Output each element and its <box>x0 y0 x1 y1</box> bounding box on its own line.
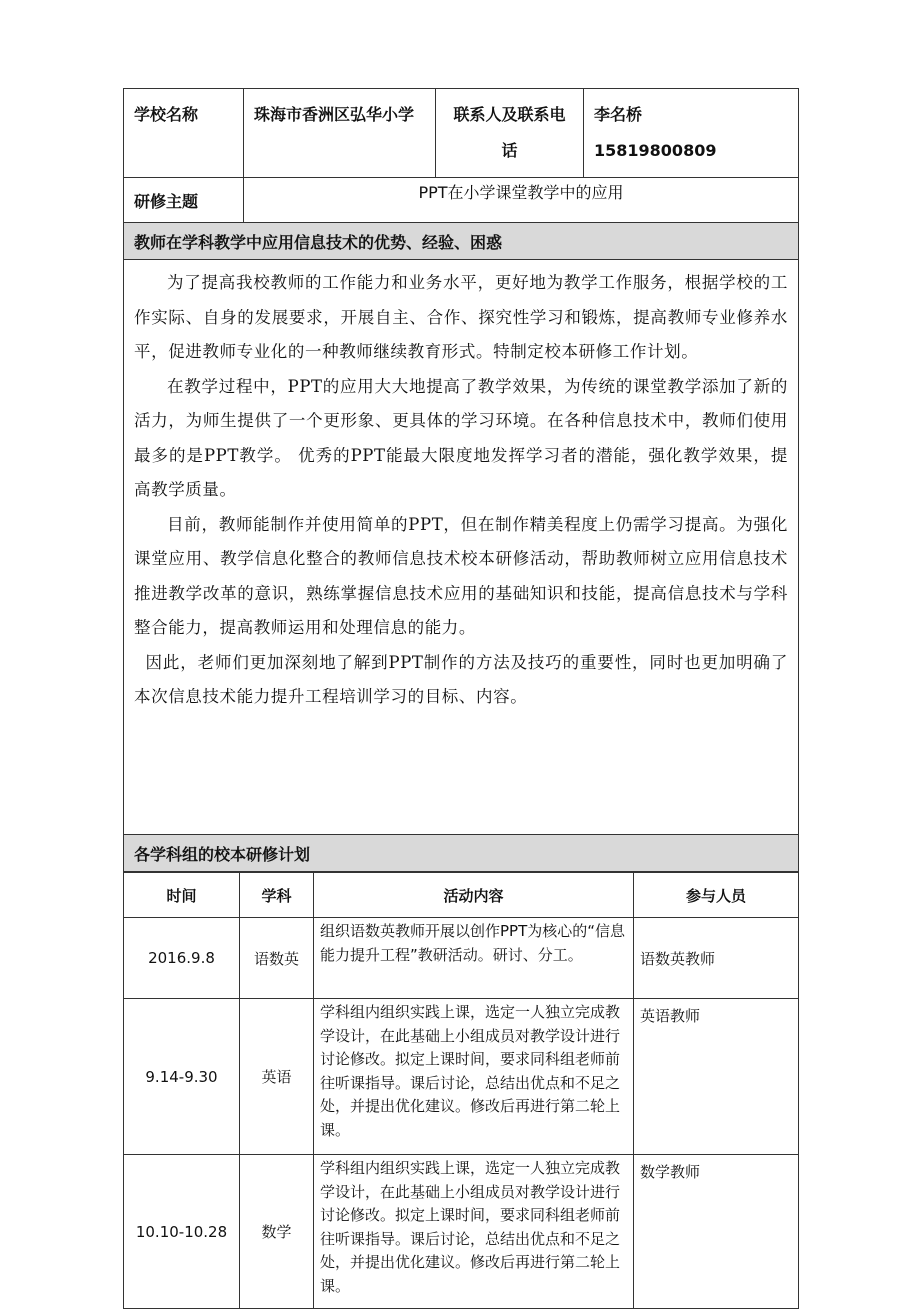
contact-phone: 15819800809 <box>594 141 717 160</box>
row-participants: 英语教师 <box>634 999 799 1155</box>
col-participants: 参与人员 <box>634 873 799 918</box>
section1-body <box>124 260 799 835</box>
section1-title: 教师在学科教学中应用信息技术的优势、经验、困惑 <box>124 223 799 260</box>
row-time: 10.10-10.28 <box>124 1155 240 1309</box>
paragraph-4: 因此，老师们更加深刻地了解到PPT制作的方法及技巧的重要性，同时也更加明确了本次信息技术能力提升工程培训学习的目标、内容。 <box>134 652 788 706</box>
plan-header-row <box>124 873 799 918</box>
school-value: 珠海市香洲区弘华小学 <box>244 89 436 178</box>
row-time: 9.14-9.30 <box>124 999 240 1155</box>
col-time: 时间 <box>124 873 240 918</box>
table-row <box>124 918 799 999</box>
col-activity: 活动内容 <box>314 873 634 918</box>
contact-name: 李名桥 <box>594 105 643 124</box>
section2-header-row <box>124 835 799 872</box>
plan-table <box>123 872 799 1309</box>
row-subject: 英语 <box>240 999 314 1155</box>
contact-label: 联系人及联系电话 <box>436 89 584 178</box>
topic-row <box>124 178 799 223</box>
col-subject: 学科 <box>240 873 314 918</box>
info-table <box>123 88 799 872</box>
row-time: 2016.9.8 <box>124 918 240 999</box>
row-activity: 学科组内组织实践上课，选定一人独立完成教学设计，在此基础上小组成员对教学设计进行讨论修改。拟定上课时间，要求同科组老师前往听课指导。课后讨论，总结出优点和不足之处，并提出优化建议。修改后再进行第二轮上课。 <box>314 1155 634 1309</box>
school-row <box>124 89 799 178</box>
table-row <box>124 1155 799 1309</box>
row-participants: 语数英教师 <box>634 918 799 999</box>
table-row <box>124 999 799 1155</box>
topic-label: 研修主题 <box>124 178 244 223</box>
row-participants: 数学教师 <box>634 1155 799 1309</box>
row-subject: 语数英 <box>240 918 314 999</box>
contact-cell <box>584 89 799 178</box>
school-label: 学校名称 <box>124 89 244 178</box>
section2-title: 各学科组的校本研修计划 <box>124 835 799 872</box>
section1-body-row <box>124 260 799 835</box>
document-page <box>123 88 798 1309</box>
row-activity: 学科组内组织实践上课，选定一人独立完成教学设计，在此基础上小组成员对教学设计进行讨论修改。拟定上课时间，要求同科组老师前往听课指导。课后讨论，总结出优点和不足之处，并提出优化建议。修改后再进行第二轮上课。 <box>314 999 634 1155</box>
paragraph-3: 目前，教师能制作并使用简单的PPT，但在制作精美程度上仍需学习提高。为强化课堂应用、教学信息化整合的教师信息技术校本研修活动，帮助教师树立应用信息技术推进教学改革的意识，熟练掌握信息技术应用的基础知识和技能，提高信息技术与学科整合能力，提高教师运用和处理信息的能力。 <box>134 514 788 637</box>
row-subject: 数学 <box>240 1155 314 1309</box>
paragraph-2: 在教学过程中，PPT的应用大大地提高了教学效果，为传统的课堂教学添加了新的活力，为师生提供了一个更形象、更具体的学习环境。在各种信息技术中，教师们使用最多的是PPT教学。 优秀的PPT能最大限度地发挥学习者的潜能，强化教学效果，提高教学质量。 <box>134 376 788 499</box>
topic-value: PPT在小学课堂教学中的应用 <box>244 178 799 223</box>
paragraph-1: 为了提高我校教师的工作能力和业务水平，更好地为教学工作服务，根据学校的工作实际、自身的发展要求，开展自主、合作、探究性学习和锻炼，提高教师专业修养水平，促进教师专业化的一种教师继续教育形式。特制定校本研修工作计划。 <box>134 273 788 361</box>
row-activity: 组织语数英教师开展以创作PPT为核心的“信息能力提升工程”教研活动。研讨、分工。 <box>314 918 634 999</box>
section1-header-row <box>124 223 799 260</box>
